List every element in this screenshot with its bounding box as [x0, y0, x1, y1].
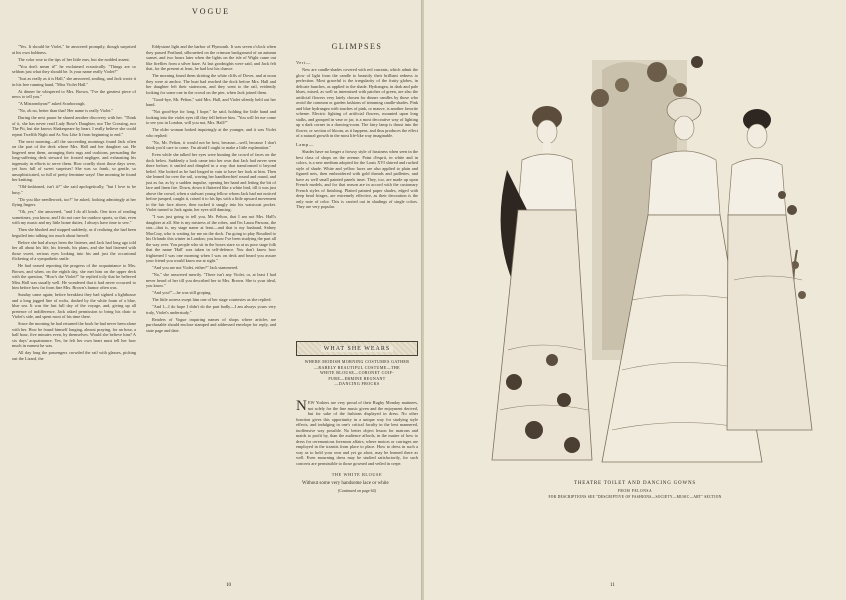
what-she-wears-banner	[296, 341, 418, 356]
story-paragraph: "And I—I do hope I didn't do the part badly—I am always yours very truly, Violet's understudy."	[146, 304, 276, 315]
story-paragraph: "Not good-bye for long, I hope," he said, holding the little hand and looking into the violet eyes till they fell before him. "You will let me come to see you in London, will you not, Mrs. Hall?"	[146, 109, 276, 125]
story-paragraph: "You don't mean it!" he exclaimed ecstatically. "Things are so seldom just what they should be. Is your name really Violet?"	[12, 63, 136, 74]
glimpses-lamp-text: Shades have no longer a frowsy style of fussiness when seen in the best class of shops on the avenue. Point d'esprit, in white and in colors, is a new medium adopted for the Louis XVI shirred and ruched style of shade. White and yellow laces are also applied to plain and figured nets, then embroidered with gold threads and paillettes, and have as well small painted panels inset. They, too, are made up upon French models, and for that reason are in accord with the customary French styles of finishing. Plaited painted paper shades, edged with deep bead fringes, are extremely effective, as their decoration is the only note of color. This is carried out in shadings of single colors. They are very popular.	[296, 149, 418, 209]
story-paragraph: The color rose to the tips of her little ears, but she nodded assent.	[18, 56, 130, 62]
what-she-wears-subheads	[296, 359, 418, 387]
story-paragraph: "I was just going to tell you, Mr. Pelton, that I am not Mrs. Hall's daughter at all. She is my mistress of the robes, and I'm Laura Parsons, the star—that is, my stage name at least—and that is my husband, Sidney MacCray, who is waiting for me on the dock. I'm going to play Rosalind to his Orlando this winter in London; you know I've been studying the part all the way over. You people who sit in the boxes stare so at us poor stage folk that the name 'Hall' was taken in self-defence. You don't know how frightened I was one morning when I was on deck and heard you assure your friend you would know me at sight."	[146, 214, 276, 263]
subhead-line: —RARELY BEAUTIFUL COSTUME—THE	[313, 364, 400, 370]
story-paragraph: "Yes. It should be Violet," he answered promptly, though surprised at his own boldness.	[12, 44, 136, 55]
drop-cap: N	[296, 398, 307, 414]
glimpses-title: GLIMPSES	[331, 42, 383, 51]
page-number-right: 11	[610, 583, 615, 588]
story-paragraph: At dinner he whispered to Mrs. Brown, "I've the greatest piece of news to tell you."	[12, 88, 136, 99]
figure-left-gown	[492, 106, 592, 460]
story-paragraph: Sunday came again; before breakfast they had sighted a lighthouse and a long jagged line of rocks, dashed by the white foam of a blue, blue sea. It was the last full day of the voyage, and, giving up all pretence of indifference, Jack asked permission to bring his chair to Violet's side, and spent most of his time there.	[12, 292, 136, 319]
story-paragraph: "A Mistrombyan?" asked Scarborough.	[18, 101, 86, 106]
story-paragraph: Eddystone light and the harbor of Plymouth. It was seven o'clock when they passed Portland, silhouetted on the crimson background of an autumn sunset, and two hours later when the lights on the isle of Wight came out like fireflies from a silver haze. At last goodnights were said, and Jack felt that, for the present at least, he had lost his chance.	[146, 44, 276, 71]
section-label-vert: Vert—	[296, 59, 311, 65]
story-column-1	[12, 44, 136, 594]
subhead-white-blouse: THE WHITE BLOUSE	[331, 472, 383, 477]
continued-note: (Continued on page 64)	[338, 487, 376, 493]
story-paragraph: The older woman looked inquiringly at the younger, and it was Violet who replied:	[146, 127, 276, 138]
magazine-masthead: VOGUE	[192, 7, 230, 16]
story-paragraph: "And you?"—he was still groping.	[152, 290, 212, 295]
story-paragraph: "Just as really as it is Hall," she answered, smiling, and Jack wrote it in his free running hand, "Miss Violet Hall."	[12, 76, 136, 87]
story-paragraph: Before she had always been the listener, and Jack had long ago told her all about his life, his friends, his plans, and she had listened with those sweet, serious eyes looking into his and just the occasional flickering of a sympathetic smile.	[12, 239, 136, 261]
banner-label: WHAT SHE WEARS	[321, 346, 393, 352]
story-paragraph: All day long the passengers crowded the rail with glasses, picking out the Lizard, the	[12, 350, 136, 361]
article-last-line: Without some very handsome lace or white	[302, 480, 389, 486]
story-paragraph: "No, Mr. Pelton, it would not be best, because—well, because I don't think you'd care to come. I'm afraid I ought to make a little explanation."	[146, 139, 276, 150]
story-paragraph: Then she blushed and stopped suddenly, as if realizing she had been beguiled into talking too much about herself.	[12, 227, 136, 238]
what-she-wears-column	[296, 400, 418, 580]
story-paragraph: The little actress swept him one of her stage courtesies as she replied:	[152, 297, 272, 302]
story-paragraph: "And you are not Violet, either?" Jack stammered.	[152, 265, 239, 270]
article-body: EW Yorkers are very proud of their Rugby Monday matinees, not solely for the fine music given and the enjoyment derived, but for sake of the fashions displayed in dress. No other function gives this opportunity in a unique way for studying style effects, and indulging in one's critical faculty in the best mannered, inoffensive way possible. No better object lesson for matrons and maids to profit by, than the audience affords, in the matter of how to dress for ceremonious forenoon affairs, where motors or carriages are employed in the transits from place to place. How to dress in such a way as to hold your own and yet go afoot, may be learned there as well. Even mourning dress may be studied satisfactorily, for such concerts are permissible to those gowned and veiled in crepe.	[296, 400, 418, 466]
glimpses-vert-text: New are candle-shades covered with red currants, which admit the glow of light from the candle to beautify their brilliant redness to perfection. Most graceful is the irregularity of the fruity globes, in delicate bunches, as applied to the shade. Hydrangea, in dark and pale blues, mixed, as well as intermixed with patches of green, are also the artificial flowers very lately chosen for dinner candles by those who avoid the common or garden fashions of trimming candle-shades. Pink and blue hydrangea with touches of pink, or mauve, is another favorite scheme. Electric lighting of artificial flowers, mounted upon long stalks, and grouped in vase or jar, is a most decorative way of lighting up a dark corner in a drawing-room. The fairy lamp is thrust into the flower, or section of bloom, as it happens, and thus produces the effect of a natural growth in the most life-like way imaginable.	[296, 67, 418, 138]
story-paragraph: Readers of Vogue inquiring names of shops where articles are purchasable should enclose stamped and addressed envelope for reply, and state page and date.	[146, 316, 276, 333]
subhead-line: WHITE BLOUSE—CORONET COIF-	[319, 370, 395, 375]
figure-right-gown	[727, 109, 812, 430]
story-paragraph: He had ceased reporting the progress of the acquaintance to Mrs. Brown, and when, on the eighth day, she met him on the upper deck with the question, "How's the Violet?" he replied icily that he believed Miss Hall was usually well. He wondered that it had never occurred to him before how far from fine Mrs. Brown's humor often was.	[12, 263, 136, 290]
caption-note: FOR DESCRIPTIONS SEE "DESCRIPTIVE OF FASHIONS—SOCIETY—MUSIC—ART" SECTION	[548, 495, 722, 499]
subhead-line: FURE—ERMINE REGNANT	[328, 375, 386, 381]
section-label-lamp: Lamp—	[296, 141, 314, 147]
story-paragraph: During the next pause he shared another discovery with her. "Think of it, she has never read Lady Rose's Daughter, nor The Crossing, nor The Pit, but she knows Shakespeare by heart. I really believe she could repeat Twelfth Night and As You Like It from beginning to end."	[12, 115, 136, 137]
caption-title: THEATRE TOILET AND DANCING GOWNS	[574, 481, 696, 486]
story-paragraph: "Good-bye, Mr. Pelton," said Mrs. Hall, and Violet silently held out her hand.	[146, 96, 276, 107]
subhead-line: WHERE MODISH MORNING COSTUMES GATHER	[304, 359, 410, 364]
story-paragraph: The morning found them skirting the white cliffs of Dover, and at noon they were at anchor. The boat had reached the dock before Mrs. Hall and her daughter left their stateroom, and they went to the rail, evidently looking for some one in the crowd on the pier, when Jack joined them.	[146, 73, 276, 95]
story-paragraph: Since the morning he had returned the book he had never been alone with her. How he found himself longing, almost praying, for an hour, a half hour, five minutes even, by themselves. Would she believe him? A six days' acquaintance. Yes, he felt her own heart must tell her how much in earnest he was.	[12, 321, 136, 348]
page-number-left: 10	[226, 583, 231, 588]
story-paragraph: "Old-fashioned, isn't it?" she said apologetically, "but I love to be busy."	[12, 184, 136, 195]
glimpses-column	[296, 44, 418, 344]
story-paragraph: The next morning—all the succeeding mornings found Jack often on the part of the deck where Mrs. Hall and her daughter sat. He lingered near them, arranging their rugs and cushions, persuading the long-suffering deck steward for frosted negligee, and exhausting his ingenuity in efforts to serve them. How cruelly short those days were, yet how full of sweet surprises! She was so frank, so gentle, so unsophisticated, so full of pretty feminine ways! One morning he found her knitting.	[12, 138, 136, 182]
caption-credit: FROM PELONSA	[617, 489, 653, 493]
right-page	[424, 0, 846, 600]
story-paragraph: "Do you like needlework, too?" he asked, looking admiringly at her flying fingers.	[12, 196, 136, 207]
story-paragraph: "Oh, yes," she answered, "and I do all kinds. One tires of reading sometimes, you know, and I do not care for outdoor sports, so that, even with my music and my little home duties, I always have time to sew."	[12, 209, 136, 225]
story-paragraph: Even while she talked her eyes were hunting the crowd of faces on the dock below. Suddenly a look came into her own that Jack had never seen there before; it smiled and dimpled in a way that transformed it beyond belief. She looked as he had longed in vain to have her look at him. Then she leaned far over the rail, waving her handkerchief round and round, and just as far, as by a sudden impulse, opening her hand and letting the bit of lace and linen fire. Down, down it fluttered like a white bird, till it was just above the crowd, when a stalwart young fellow whom Jack had not noticed before jumped, caught it, raised it to his lips with a little upward movement to the fair face above, then tucked it snugly into his waistcoat pocket. Violet turned to Jack again, her eyes still dancing.	[146, 152, 276, 212]
story-column-2	[146, 44, 276, 594]
story-paragraph: "No," she answered merrily. "There isn't any Violet, or, at least I had never heard of her till you described her to Mrs. Brown. She is your ideal, you know."	[146, 272, 276, 288]
story-paragraph: "No, oh no, better than that! Her name is really Violet."	[18, 108, 114, 113]
fashion-illustration	[452, 50, 822, 470]
subhead-line: —DANCING FROCKS	[334, 381, 380, 386]
left-page	[0, 0, 422, 600]
